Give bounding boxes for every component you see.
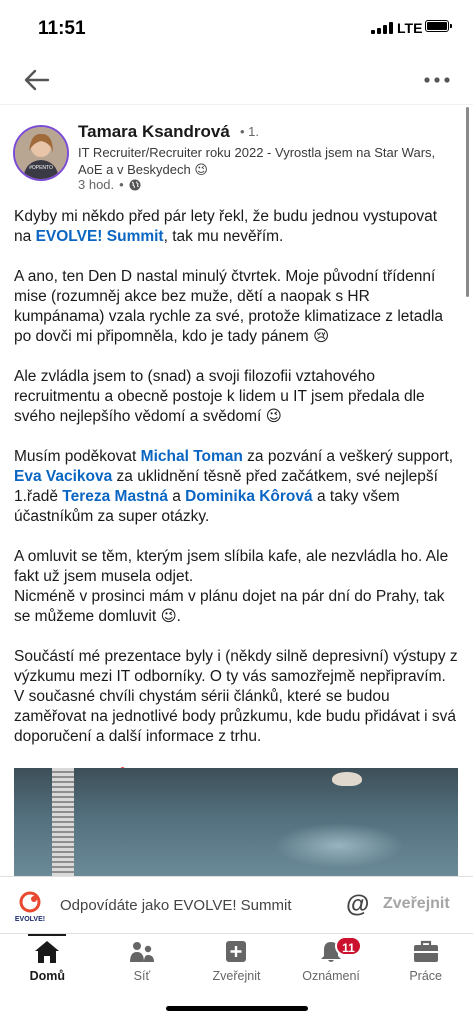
text-span: a: [167, 488, 186, 505]
post-paragraph: Součástí mé prezentace byly i (někdy silně depresivní) výstupy z výzkumu mezi IT odborníky. O ty vás samozřejmě nepřipravím. V současné chvíli chystám sérii článků, které se budou zaměřovat na jednotlivé body průzkumu, kde budu přidávat i svá doporučení a další informace z trhu.: [14, 648, 458, 745]
back-button[interactable]: [22, 66, 52, 94]
mention-link-dominika-korova[interactable]: Dominika Kôrová: [185, 488, 313, 505]
nav-item-jobs[interactable]: [378, 934, 473, 990]
company-logo-avatar[interactable]: [12, 889, 48, 925]
post-time: 3 hod.: [78, 177, 115, 192]
text-span: a taky všem účastníkům za super otázky.: [14, 488, 400, 525]
nav-item-post[interactable]: [189, 934, 284, 990]
post-paragraph: Ale zvládla jsem to (snad) a svoji filozofii vztahového recruitmentu a obecně postoje k lidem u IT jsem předala dle svého nejlepšího vědomí a svědomí 😉: [14, 368, 425, 425]
top-nav: [0, 56, 473, 104]
post-area: [0, 104, 473, 876]
evolve-logo-icon: [12, 889, 48, 925]
bottom-nav: [0, 934, 473, 990]
connection-degree: • 1.: [240, 124, 260, 139]
nav-label: Zveřejnit: [212, 969, 261, 983]
evolve-logo-text: EVOLVE!: [14, 916, 46, 923]
text-span: , tak mu nevěřím.: [163, 228, 284, 245]
ceiling-vent: [52, 768, 74, 876]
battery-level: [427, 22, 447, 30]
company-mention-link[interactable]: EVOLVE! Summit: [35, 228, 164, 245]
mention-link-tereza-mastna[interactable]: Tereza Mastná: [62, 488, 168, 505]
publish-button[interactable]: Zveřejnit: [383, 895, 450, 912]
home-indicator[interactable]: [166, 1006, 308, 1011]
post-card: [0, 105, 473, 876]
reply-bar: [0, 876, 473, 934]
text-span: za pozvání a veškerý support,: [242, 448, 454, 465]
nav-label: Domů: [29, 969, 65, 983]
post-body: [14, 207, 458, 807]
text-span: Musím poděkovat: [14, 448, 141, 465]
post-paragraph: [14, 547, 458, 627]
scroll-indicator[interactable]: [466, 107, 469, 297]
text-span: za uklidnění těsně před začátkem, své nejlepší 1.řadě: [14, 468, 438, 505]
notification-badge: 11: [335, 936, 362, 956]
mention-link-eva-vacikova[interactable]: Eva Vacikova: [14, 468, 113, 485]
network-icon: [129, 940, 155, 964]
smoke-detector: [332, 772, 362, 786]
nav-item-home[interactable]: [0, 934, 95, 990]
text-span: A omluvit se těm, kterým jsem slíbila kafe, ale nezvládla ho. Ale fakt už jsem musela odjet.: [14, 548, 449, 585]
meta-separator: •: [119, 177, 124, 192]
person-photo-icon: [15, 127, 67, 179]
add-post-icon: [223, 940, 249, 964]
globe-icon: [129, 179, 141, 191]
arrow-left-icon: [22, 66, 52, 94]
ceiling-light-glow: [274, 823, 404, 868]
text-span: Kdyby mi někdo před pár lety řekl, že budu jednou vystupovat na: [14, 208, 438, 245]
post-meta: [78, 177, 141, 192]
author-avatar[interactable]: [13, 125, 69, 181]
status-bar: [0, 0, 473, 56]
author-headline: IT Recruiter/Recruiter roku 2022 - Vyrostla jsem na Star Wars, AoE a v Beskydech 😉: [78, 145, 436, 177]
mention-at-button[interactable]: @: [346, 891, 370, 918]
text-span: Nicméně v prosinci mám v plánu dojet na pár dní do Prahy, tak se můžeme domluvit 😉.: [14, 588, 445, 625]
nav-item-network[interactable]: [95, 934, 190, 990]
post-paragraph: [14, 207, 458, 247]
home-icon: [34, 940, 60, 964]
active-indicator: [28, 934, 66, 936]
status-time: 11:51: [38, 18, 86, 39]
post-paragraph: [14, 447, 458, 527]
battery-icon: [425, 20, 449, 32]
post-image[interactable]: [14, 768, 458, 876]
more-options-button[interactable]: [422, 68, 452, 92]
mention-link-michal-toman[interactable]: Michal Toman: [140, 448, 243, 465]
nav-label: Síť: [133, 969, 151, 983]
nav-item-notifications[interactable]: [284, 934, 379, 990]
reply-input[interactable]: Odpovídáte jako EVOLVE! Summit: [60, 897, 292, 914]
author-name[interactable]: Tamara Ksandrová: [78, 122, 230, 141]
nav-label: Oznámení: [302, 969, 360, 983]
post-paragraph: A ano, ten Den D nastal minulý čtvrtek. Moje původní třídenní mise (rozumněj akce bez muže, dětí a naopak s HR kumpánama) vzala rychle za své, protože klimatizace z letadla po dovči mi připomněla, kdo je tady pánem 😢: [14, 268, 444, 345]
network-type: LTE: [397, 20, 423, 36]
nav-label: Práce: [409, 969, 442, 983]
more-horizontal-icon: [422, 68, 452, 92]
avatar-ring-label: #OPENTO: [29, 165, 53, 171]
briefcase-icon: [413, 940, 439, 964]
cellular-signal-icon: [371, 22, 393, 34]
